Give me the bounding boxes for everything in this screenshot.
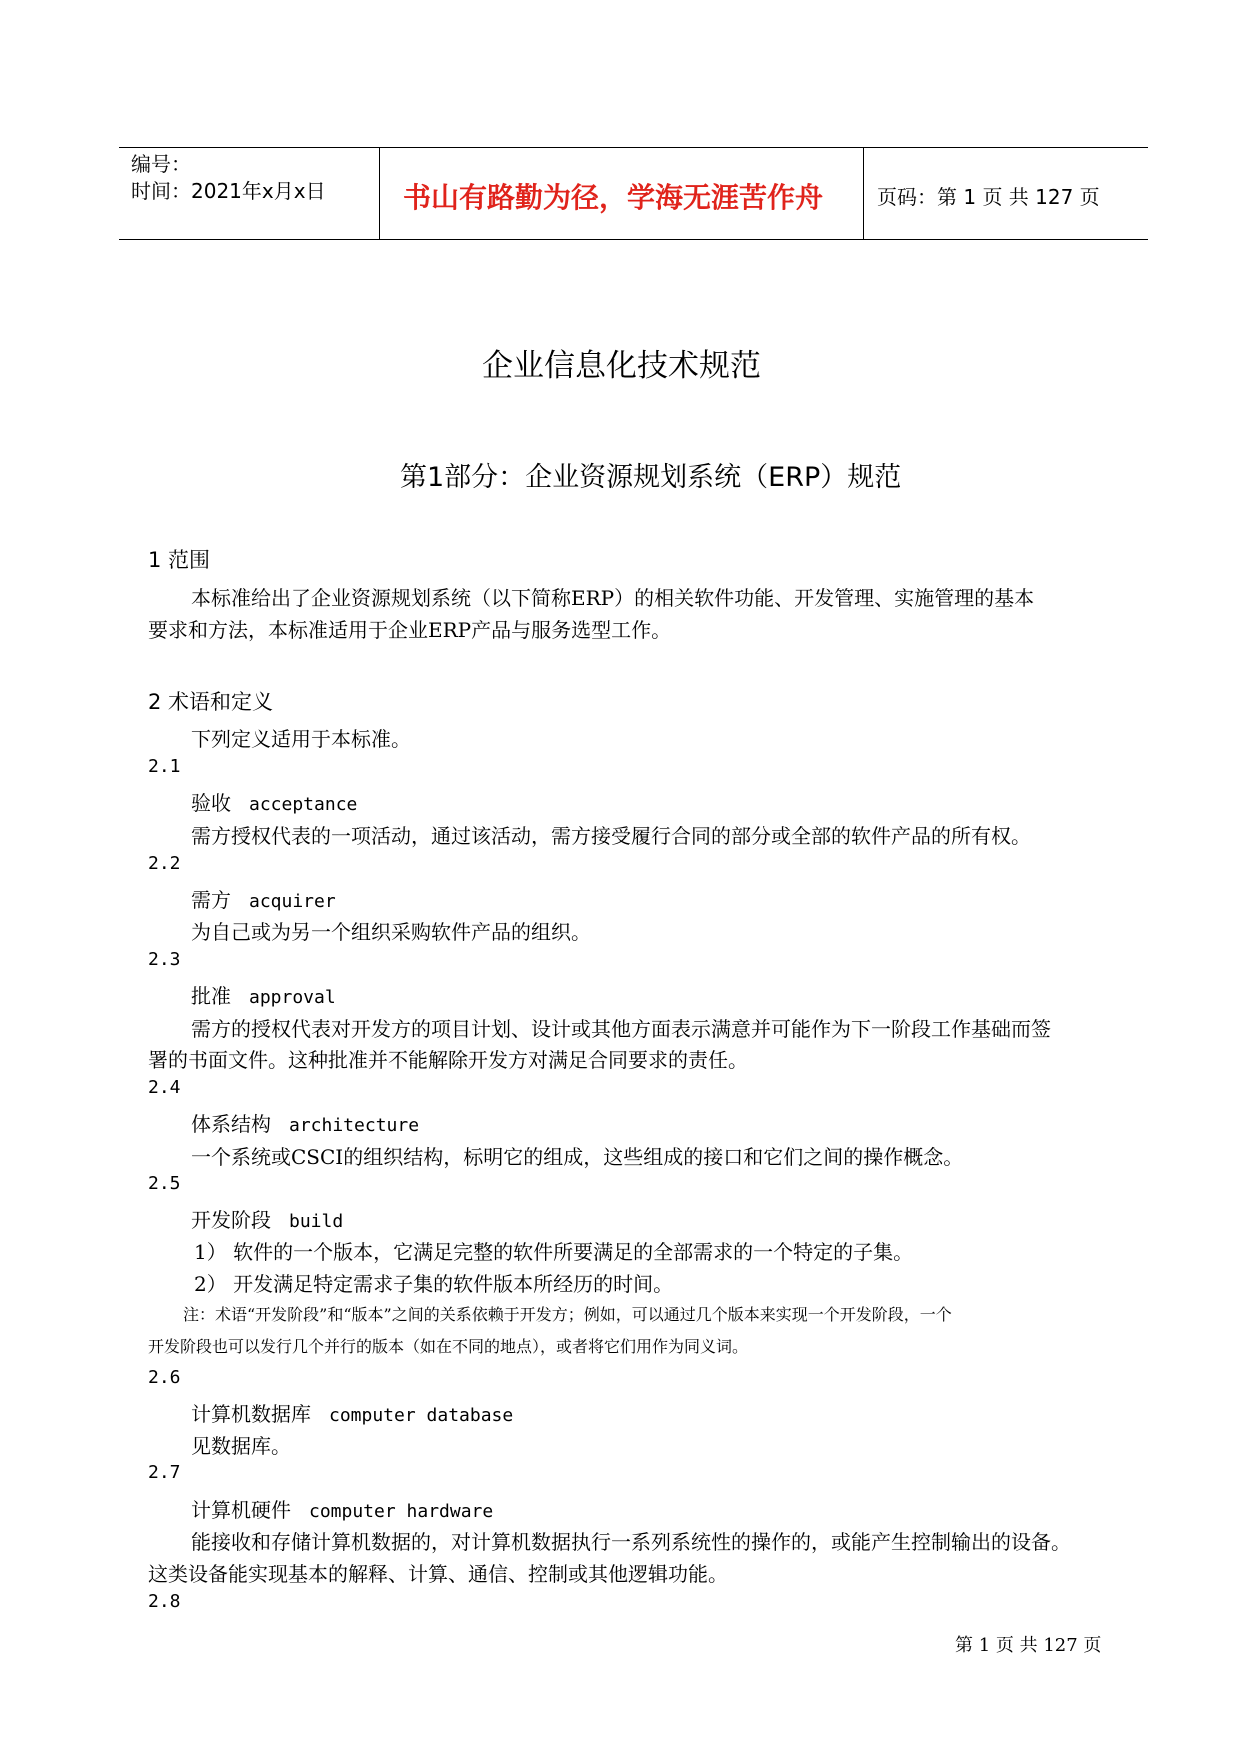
section-2-heading: 2 术语和定义	[148, 690, 274, 714]
term-2-5-zh: 开发阶段	[191, 1208, 271, 1232]
term-2-8-number: 2.8	[148, 1591, 181, 1612]
term-2-5-note-line2: 开发阶段也可以发行几个并行的版本（如在不同的地点），或者将它们用作为同义词。	[148, 1337, 749, 1356]
term-2-2	[191, 884, 336, 913]
term-2-4-definition: 一个系统或CSCI的组织结构，标明它的组成，这些组成的接口和它们之间的操作概念。	[191, 1145, 964, 1169]
term-2-5-en: build	[289, 1211, 344, 1232]
term-2-4-en: architecture	[289, 1115, 420, 1136]
term-2-5	[191, 1204, 343, 1233]
term-2-2-zh: 需方	[191, 888, 231, 912]
term-2-5-note-line1: 注：术语“开发阶段”和“版本”之间的关系依赖于开发方；例如，可以通过几个版本来实现一个开发阶段，一个	[183, 1305, 952, 1324]
header-bottom-rule	[119, 239, 1148, 240]
term-2-3-zh: 批准	[191, 984, 231, 1008]
term-2-6-zh: 计算机数据库	[191, 1402, 311, 1426]
section-1-paragraph-line2: 要求和方法，本标准适用于企业ERP产品与服务选型工作。	[148, 618, 672, 642]
term-2-7-definition-line1: 能接收和存储计算机数据的，对计算机数据执行一系列系统性的操作的，或能产生控制输出的设备。	[191, 1530, 1071, 1554]
term-2-1	[191, 787, 357, 816]
term-2-7-definition-line2: 这类设备能实现基本的解释、计算、通信、控制或其他逻辑功能。	[148, 1562, 728, 1586]
term-2-4	[191, 1108, 419, 1137]
term-2-7	[191, 1494, 493, 1523]
header-number-label: 编号：	[131, 152, 191, 176]
term-2-2-number: 2.2	[148, 853, 181, 874]
term-2-2-definition: 为自己或为另一个组织采购软件产品的组织。	[191, 920, 591, 944]
header-page-info: 页码：第 1 页 共 127 页	[877, 185, 1100, 209]
term-2-3	[191, 980, 336, 1009]
term-2-5-item-1: 1） 软件的一个版本，它满足完整的软件所要满足的全部需求的一个特定的子集。	[194, 1240, 914, 1264]
header-top-rule	[119, 147, 1148, 148]
term-2-1-definition: 需方授权代表的一项活动，通过该活动，需方接受履行合同的部分或全部的软件产品的所有权。	[191, 824, 1031, 848]
term-2-3-number: 2.3	[148, 949, 181, 970]
header-divider-2	[863, 148, 864, 240]
document-title: 企业信息化技术规范	[482, 348, 761, 384]
term-2-7-zh: 计算机硬件	[191, 1498, 291, 1522]
term-2-3-definition-line1: 需方的授权代表对开发方的项目计划、设计或其他方面表示满意并可能作为下一阶段工作基础而签	[191, 1017, 1051, 1041]
section-2-intro: 下列定义适用于本标准。	[191, 727, 411, 751]
term-2-5-number: 2.5	[148, 1173, 181, 1194]
term-2-3-definition-line2: 署的书面文件。这种批准并不能解除开发方对满足合同要求的责任。	[148, 1048, 748, 1072]
term-2-2-en: acquirer	[249, 891, 336, 912]
term-2-5-item-2: 2） 开发满足特定需求子集的软件版本所经历的时间。	[194, 1272, 674, 1296]
section-1-heading: 1 范围	[148, 548, 211, 572]
term-2-7-en: computer hardware	[309, 1501, 494, 1522]
header-divider-1	[379, 148, 380, 240]
term-2-4-zh: 体系结构	[191, 1112, 271, 1136]
term-2-1-en: acceptance	[249, 794, 358, 815]
term-2-6-definition: 见数据库。	[191, 1434, 291, 1458]
term-2-6-en: computer database	[329, 1405, 514, 1426]
part-title: 第1部分：企业资源规划系统（ERP）规范	[400, 462, 902, 493]
term-2-6-number: 2.6	[148, 1367, 181, 1388]
term-2-1-zh: 验收	[191, 791, 231, 815]
header-time-label: 时间：2021年x月x日	[131, 179, 326, 203]
term-2-4-number: 2.4	[148, 1077, 181, 1098]
section-1-paragraph-line1: 本标准给出了企业资源规划系统（以下简称ERP）的相关软件功能、开发管理、实施管理的基本	[191, 586, 1035, 610]
page-footer: 第 1 页 共 127 页	[955, 1635, 1102, 1656]
term-2-3-en: approval	[249, 987, 336, 1008]
header-motto: 书山有路勤为径，学海无涯苦作舟	[403, 181, 824, 214]
term-2-6	[191, 1398, 513, 1427]
term-2-1-number: 2.1	[148, 756, 181, 777]
term-2-7-number: 2.7	[148, 1462, 181, 1483]
